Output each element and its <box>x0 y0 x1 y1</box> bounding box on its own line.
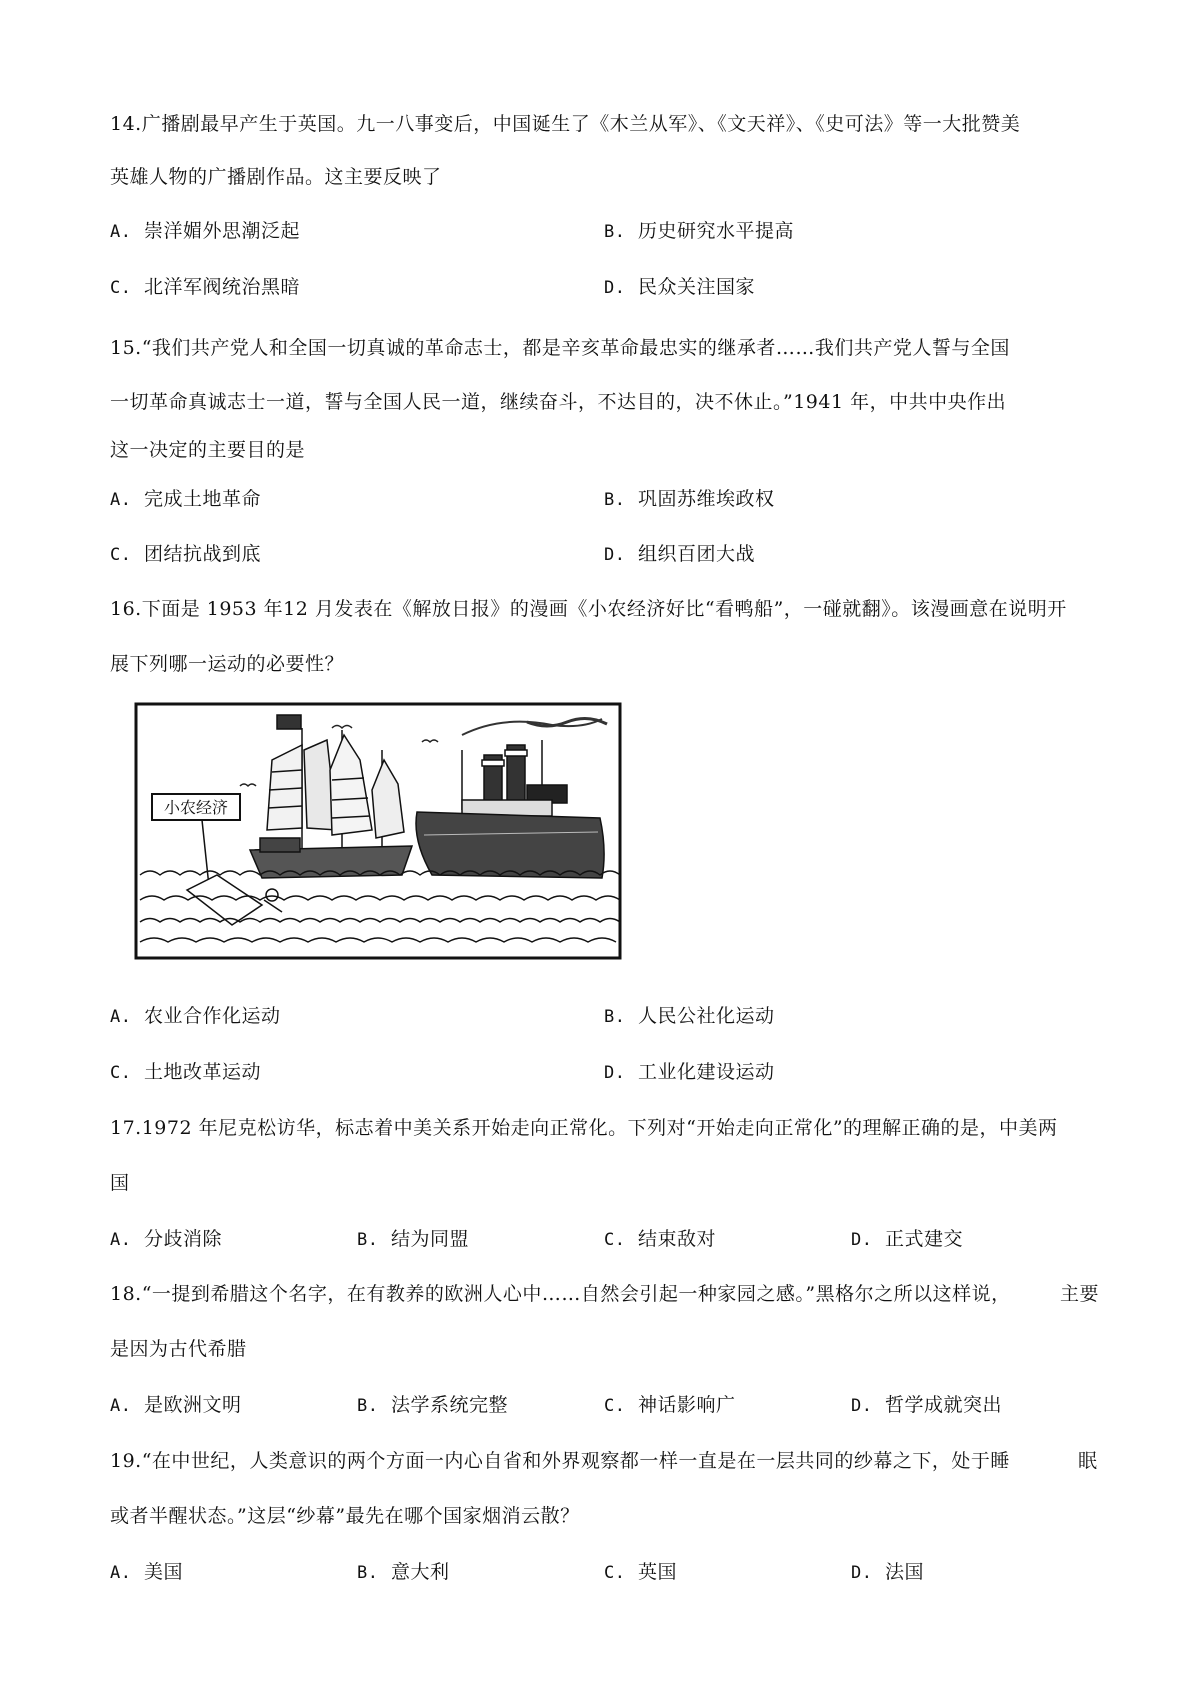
q19-line-2: 或者半醒状态。”这层“纱幕”最先在哪个国家烟消云散？ <box>110 1505 580 1527</box>
q15-line-1: 15.“我们共产党人和全国一切真诚的革命志士，都是辛亥革命最忠实的继承者……我们共产党人誓与全国 <box>110 337 1010 359</box>
q15-option-d[interactable]: D. 组织百团大战 <box>604 543 756 565</box>
q19-line-1-tail: 眠 <box>1078 1450 1098 1472</box>
cartoon-figure <box>132 700 624 962</box>
q15-line-3: 这一决定的主要目的是 <box>110 439 306 461</box>
q18-line-1-tail: 主要 <box>1060 1283 1100 1305</box>
q16-option-a[interactable]: A. 农业合作化运动 <box>110 1005 281 1027</box>
q18-option-b[interactable]: B. 法学系统完整 <box>357 1394 509 1416</box>
q17-line-2: 国 <box>110 1172 130 1194</box>
q16-option-b[interactable]: B. 人民公社化运动 <box>604 1005 775 1027</box>
figure-label: 小农经济 <box>163 798 229 817</box>
q15-option-b[interactable]: B. 巩固苏维埃政权 <box>604 488 775 510</box>
q18-option-c[interactable]: C. 神话影响广 <box>604 1394 736 1416</box>
q16-line-1: 16.下面是 1953 年12 月发表在《解放日报》的漫画《小农经济好比“看鸭船”，一碰就翻》。该漫画意在说明开 <box>110 598 1067 620</box>
q17-option-a[interactable]: A. 分歧消除 <box>110 1228 223 1250</box>
q17-option-b[interactable]: B. 结为同盟 <box>357 1228 470 1250</box>
q16-line-2: 展下列哪一运动的必要性？ <box>110 653 345 675</box>
q18-option-a[interactable]: A. 是欧洲文明 <box>110 1394 242 1416</box>
q17-option-c[interactable]: C. 结束敌对 <box>604 1228 717 1250</box>
q14-line-2: 英雄人物的广播剧作品。这主要反映了 <box>110 166 442 188</box>
q14-option-d[interactable]: D. 民众关注国家 <box>604 276 756 298</box>
q18-line-2: 是因为古代希腊 <box>110 1338 247 1360</box>
q15-option-c[interactable]: C. 团结抗战到底 <box>110 543 262 565</box>
q19-option-a[interactable]: A. 美国 <box>110 1561 184 1583</box>
q14-line-1: 14.广播剧最早产生于英国。九一八事变后，中国诞生了《木兰从军》、《文天祥》、《史可法》等一大批赞美 <box>110 113 1021 135</box>
q19-option-b[interactable]: B. 意大利 <box>357 1561 450 1583</box>
q18-line-1: 18.“一提到希腊这个名字，在有教养的欧洲人心中……自然会引起一种家园之感。”黑格尔之所以这样说， <box>110 1283 1011 1305</box>
q19-option-c[interactable]: C. 英国 <box>604 1561 678 1583</box>
q15-option-a[interactable]: A. 完成土地革命 <box>110 488 262 510</box>
q18-option-d[interactable]: D. 哲学成就突出 <box>851 1394 1003 1416</box>
q15-line-2: 一切革命真诚志士一道，誓与全国人民一道，继续奋斗，不达目的，决不休止。”1941 年，中共中央作出 <box>110 391 1007 413</box>
q19-option-d[interactable]: D. 法国 <box>851 1561 925 1583</box>
q14-option-a[interactable]: A. 崇洋媚外思潮泛起 <box>110 220 301 242</box>
q14-option-b[interactable]: B. 历史研究水平提高 <box>604 220 795 242</box>
q17-option-d[interactable]: D. 正式建交 <box>851 1228 964 1250</box>
q14-option-c[interactable]: C. 北洋军阀统治黑暗 <box>110 276 301 298</box>
q19-line-1: 19.“在中世纪，人类意识的两个方面一内心自省和外界观察都一样一直是在一层共同的纱幕之下，处于睡 <box>110 1450 1010 1472</box>
q16-option-d[interactable]: D. 工业化建设运动 <box>604 1061 775 1083</box>
q17-line-1: 17.1972 年尼克松访华，标志着中美关系开始走向正常化。下列对“开始走向正常化”的理解正确的是，中美两 <box>110 1117 1058 1139</box>
q16-option-c[interactable]: C. 土地改革运动 <box>110 1061 262 1083</box>
